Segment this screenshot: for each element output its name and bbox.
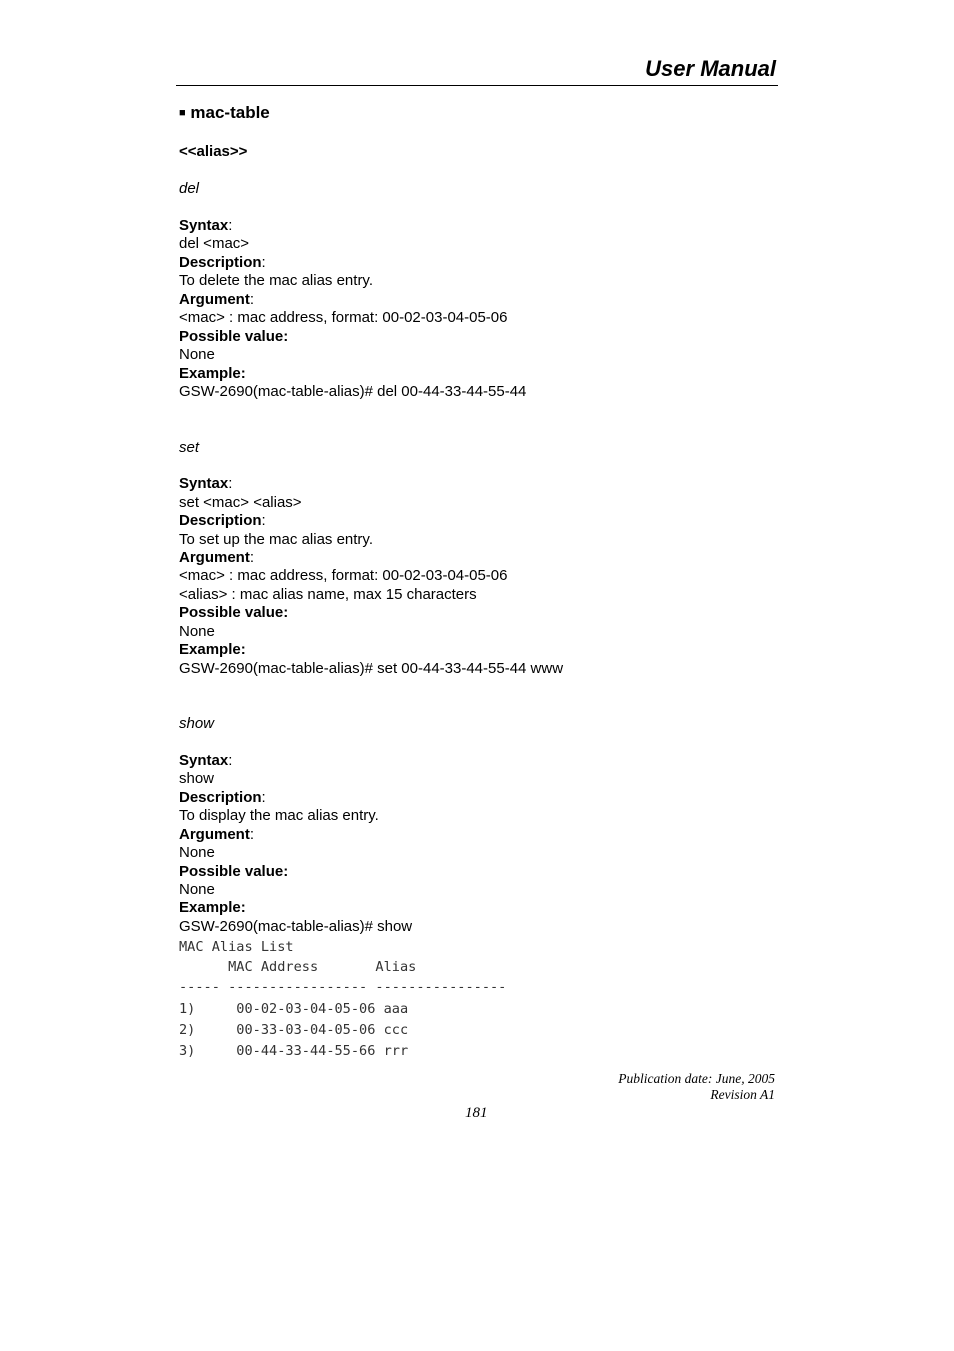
section-heading [179, 104, 270, 124]
syntax-value: set <mac> <alias> [179, 494, 302, 511]
example-label: Example: [179, 641, 246, 658]
output-line: MAC Alias List [179, 939, 294, 955]
syntax-value: show [179, 770, 215, 787]
example-value: GSW-2690(mac-table-alias)# del 00-44-33-44-55-44 [179, 383, 527, 400]
output-line: 1) 00-02-03-04-05-06 aaa [179, 1001, 409, 1017]
example-label: Example: [179, 899, 246, 916]
output-line: ----- ----------------- ---------------- [179, 979, 507, 995]
argument-label: Argument: [179, 826, 255, 843]
syntax-label: Syntax: [179, 475, 233, 492]
syntax-label: Syntax: [179, 217, 233, 234]
page-header [176, 56, 778, 86]
bullet-icon: ■ [179, 107, 186, 119]
description-label: Description: [179, 789, 266, 806]
possible-value: None [179, 623, 215, 640]
description-label: Description: [179, 254, 266, 271]
description-value: To set up the mac alias entry. [179, 531, 373, 548]
output-line: 2) 00-33-03-04-05-06 ccc [179, 1022, 409, 1038]
possible-value: None [179, 346, 215, 363]
command-name-show: show [179, 715, 215, 732]
argument-label: Argument: [179, 549, 255, 566]
example-label: Example: [179, 365, 246, 382]
possible-label: Possible value: [179, 604, 289, 621]
publication-date: Publication date: June, 2005 [618, 1071, 775, 1086]
syntax-value: del <mac> [179, 235, 250, 252]
example-value: GSW-2690(mac-table-alias)# show [179, 918, 413, 935]
output-line: 3) 00-44-33-44-55-66 rrr [179, 1043, 409, 1059]
possible-label: Possible value: [179, 863, 289, 880]
description-label: Description: [179, 512, 266, 529]
argument-value: <alias> : mac alias name, max 15 characters [179, 586, 477, 603]
argument-value: <mac> : mac address, format: 00-02-03-04-05-06 [179, 567, 508, 584]
description-value: To delete the mac alias entry. [179, 272, 373, 289]
syntax-label: Syntax: [179, 752, 233, 769]
output-line: MAC Address Alias [179, 959, 417, 975]
header-title: User Manual [645, 56, 776, 81]
revision: Revision A1 [710, 1087, 775, 1102]
possible-label: Possible value: [179, 328, 289, 345]
page-number: 181 [465, 1105, 488, 1121]
description-value: To display the mac alias entry. [179, 807, 379, 824]
argument-value: None [179, 844, 215, 861]
command-name-del: del [179, 180, 200, 197]
command-name-set: set [179, 439, 200, 456]
argument-value: <mac> : mac address, format: 00-02-03-04-05-06 [179, 309, 508, 326]
possible-value: None [179, 881, 215, 898]
section-title: mac-table [190, 103, 270, 122]
example-value: GSW-2690(mac-table-alias)# set 00-44-33-44-55-44 www [179, 660, 564, 677]
subsection-title: <<alias>> [179, 143, 248, 160]
argument-label: Argument: [179, 291, 255, 308]
